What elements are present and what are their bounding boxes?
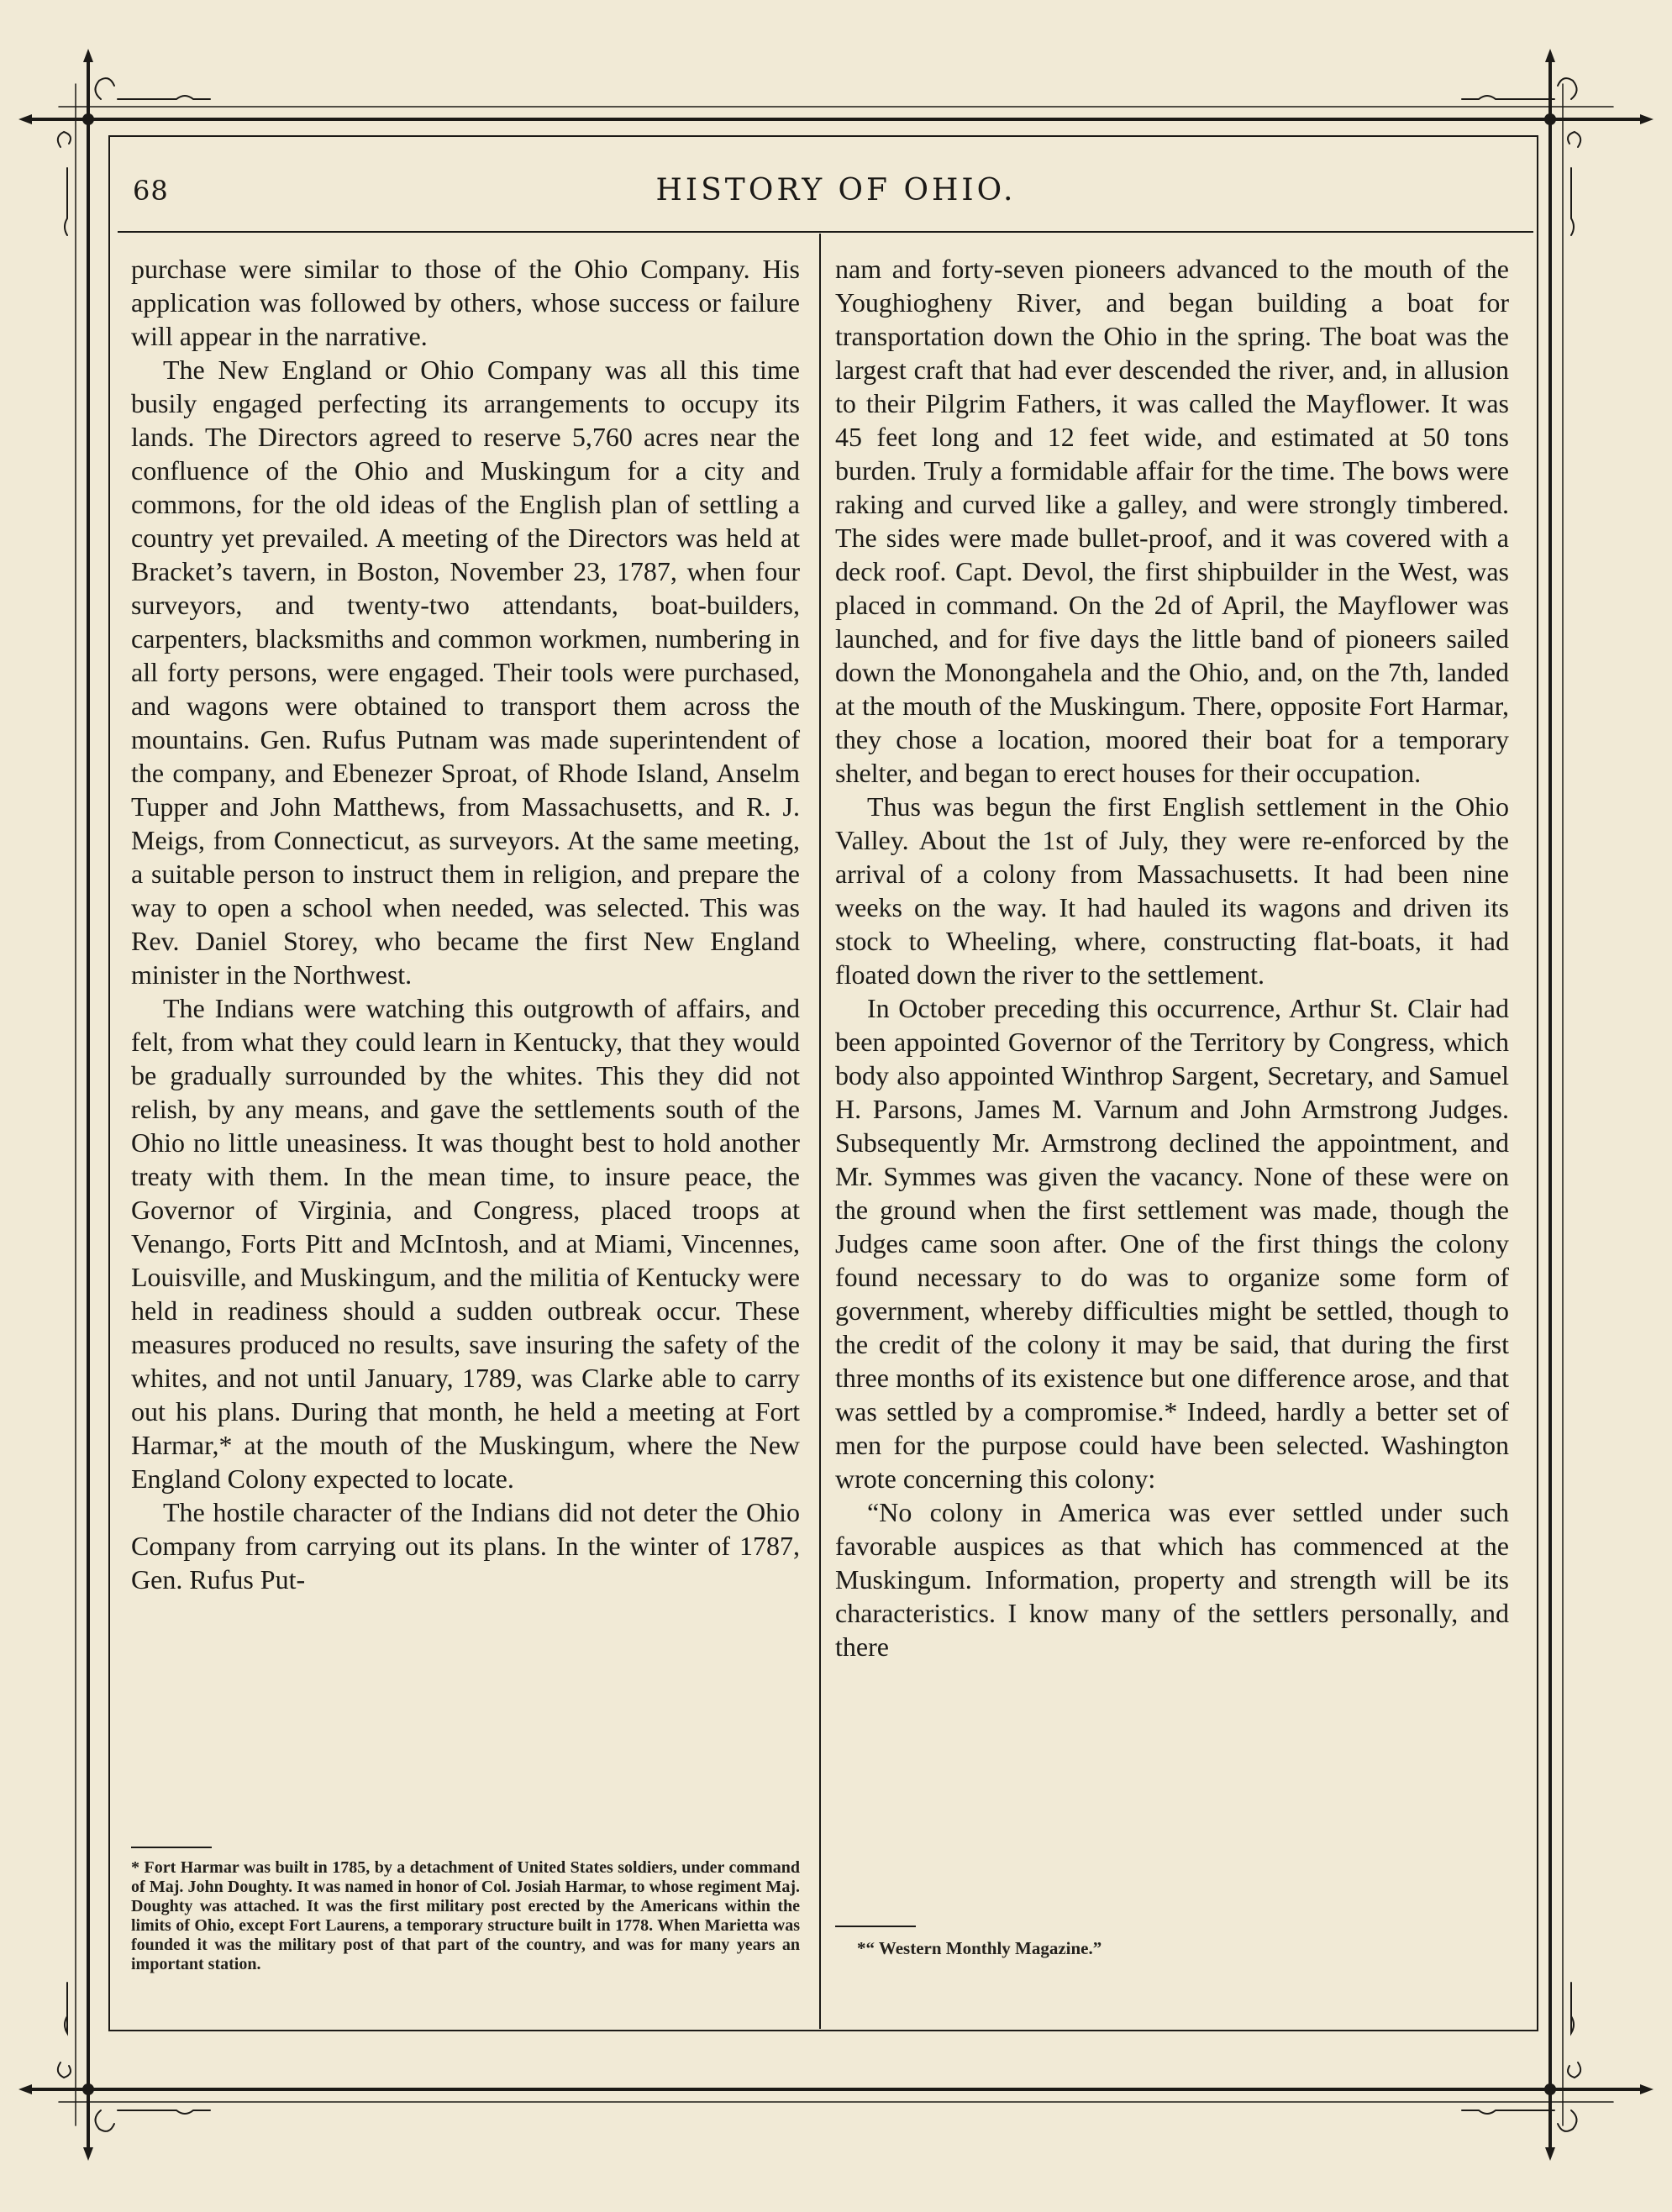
paragraph: nam and forty-seven pioneers advanced to the mouth of the Youghiogheny River, and began building a boat for transportation down the Ohio in the spring. The boat was the largest craft that had ever descended the river, and, in allusion to their Pilgrim Fathers, it was called the Mayflower. It was 45 feet long and 12 feet wide, and estimated at 50 tons burden. Truly a formidable affair for the time. The bows were raking and curved like a galley, and were strongly timbered. The sides were made bullet-proof, and it was covered with a deck roof. Capt. Devol, the first shipbuilder in the West, was placed in command. On the 2d of April, the Mayflower was launched, and for five days the little band of pioneers sailed down the Monongahela and the Ohio, and, on the 7th, landed at the mouth of the Muskingum. There, opposite Fort Harmar, they chose a location, moored their boat for a temporary shelter, and began to erect houses for their occupation.: [835, 254, 1509, 788]
right-column: [835, 252, 1509, 1663]
paragraph: The Indians were watching this outgrowth of affairs, and felt, from what they could learn in Kentucky, that they would be gradually surrounded by the whites. This they did not relish, by any means, and gave the settlements south of the Ohio no little uneasiness. It was thought best to hold another treaty with them. In the mean time, to insure peace, the Governor of Virginia, and Congress, placed troops at Venango, Forts Pitt and McIntosh, and at Miami, Vincennes, Louisville, and Muskingum, and the militia of Kentucky were held in readiness should a sudden outbreak occur. These measures produced no results, save insuring the safety of the whites, and not until January, 1789, was Clarke able to carry out his plans. During that month, he held a meeting at Fort Harmar,* at the mouth of the Muskingum, where the New England Colony expected to locate.: [131, 993, 800, 1494]
paragraph: In October preceding this occurrence, Arthur St. Clair had been appointed Governor of the Territory by Congress, which body also appointed Winthrop Sargent, Secretary, and Samuel H. Parsons, James M. Varnum and John Armstrong Judges. Subsequently Mr. Armstrong declined the appointment, and Mr. Symmes was given the vacancy. None of these were on the ground when the first settlement was made, though the Judges came soon after. One of the first things the colony found necessary to do was to organize some form of government, whereby difficulties might be settled, though to the credit of the colony it may be said, that during the first three months of its existence but one difference arose, and that was settled by a compromise.* Indeed, hardly a better set of men for the purpose could have been selected. Washington wrote concerning this colony:: [835, 993, 1509, 1494]
running-head: HISTORY OF OHIO.: [655, 173, 1017, 208]
header-rule: [118, 231, 1533, 233]
paragraph: Thus was begun the first English settlement in the Ohio Valley. About the 1st of July, they were re-enforced by the arrival of a colony from Massachusetts. It had been nine weeks on the way. It had hauled its wagons and driven its stock to Wheeling, where, constructing flat-boats, it had floated down the river to the settlement.: [835, 791, 1509, 990]
paragraph: The hostile character of the Indians did not deter the Ohio Company from carrying out its plans. In the winter of 1787, Gen. Rufus Put-: [131, 1497, 800, 1595]
footnote-rule: [835, 1926, 916, 1927]
paragraph: “No colony in America was ever settled under such favorable auspices as that which has commenced at the Muskingum. Information, property and strength will be its characteristics. I know many of the settlers personally, and there: [835, 1497, 1509, 1662]
footnote-rule: [131, 1847, 212, 1848]
paragraph: The New England or Ohio Company was all this time busily engaged perfecting its arrangements to occupy its lands. The Directors agreed to reserve 5,760 acres near the confluence of the Ohio and Muskingum for a city and commons, for the old ideas of the English plan of settling a country yet prevailed. A meeting of the Directors was held at Bracket’s tavern, in Boston, November 23, 1787, when four surveyors, and twenty-two attendants, boat-builders, carpenters, blacksmiths and common workmen, numbering in all forty persons, were engaged. Their tools were purchased, and wagons were obtained to transport them across the mountains. Gen. Rufus Putnam was made superintendent of the company, and Ebenezer Sproat, of Rhode Island, Anselm Tupper and John Matthews, from Massachusetts, and R. J. Meigs, from Connecticut, as surveyors. At the same meeting, a suitable person to instruct them in religion, and prepare the way to open a school when needed, was selected. This was Rev. Daniel Storey, who became the first New England minister in the Northwest.: [131, 355, 800, 990]
footnote-left: * Fort Harmar was built in 1785, by a detachment of United States soldiers, under command of Maj. John Doughty. It was named in honor of Col. Josiah Harmar, to whose regiment Maj. Doughty was attached. It was the first military post erected by the Americans within the limits of Ohio, except Fort Laurens, a temporary structure built in 1778. When Marietta was founded it was the military post of that part of the country, and was for many years an important station.: [131, 1858, 800, 1973]
page-number: 68: [133, 175, 169, 207]
left-column: [131, 252, 800, 1596]
paragraph: purchase were similar to those of the Ohio Company. His application was followed by others, whose success or failure will appear in the narrative.: [131, 254, 800, 351]
column-divider: [819, 234, 821, 2029]
footnote-right: *“ Western Monthly Magazine.”: [857, 1938, 1102, 1958]
